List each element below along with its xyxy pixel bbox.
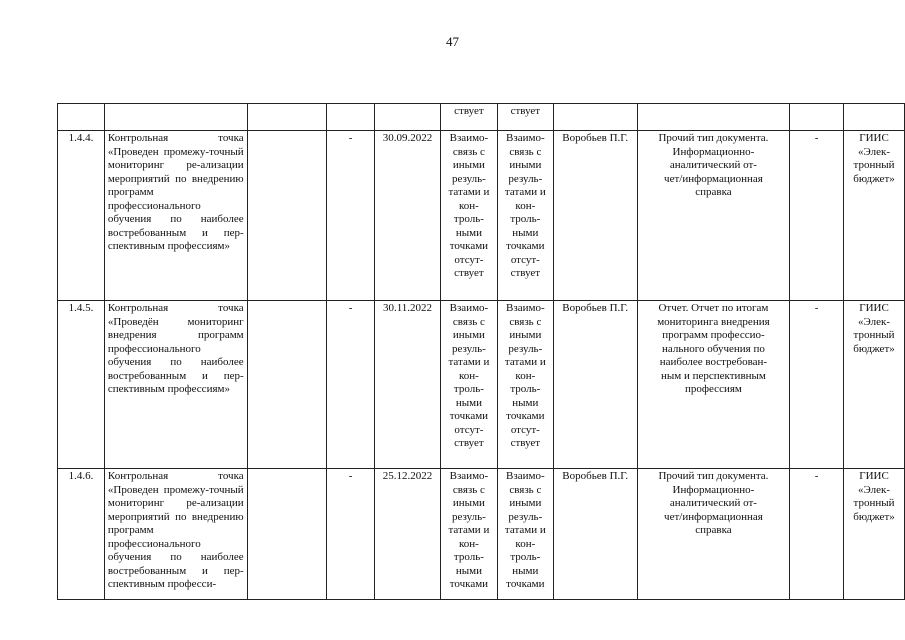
row-col3 (247, 301, 327, 469)
row-col6: Взаимо- связь с иными резуль- татами и кон- троль- ными точками (440, 469, 497, 600)
row-system: ГИИС «Элек- тронный бюджет» (844, 131, 905, 301)
row-col10: - (790, 301, 844, 469)
row-col6: Взаимо- связь с иными резуль- татами и кон- троль- ными точками отсут- ствует (440, 131, 497, 301)
cell-col7: ствует (497, 104, 553, 131)
row-doc: Прочий тип документа. Информационно- аналитический от- чет/информационная справка (637, 469, 790, 600)
row-doc: Прочий тип документа. Информационно- аналитический от- чет/информационная справка (637, 131, 790, 301)
row-col4: - (327, 469, 375, 600)
row-name: Контрольная точка «Проведен промежу-точный мониторинг ре-ализации мероприятий по внедрению программ профессионального обучения по наиболее востребованным и пер-спективным профессиям» (104, 131, 247, 301)
cell-col10 (790, 104, 844, 131)
schedule-table (57, 103, 905, 600)
row-date: 25.12.2022 (375, 469, 441, 600)
page-number: 47 (446, 34, 459, 49)
row-date: 30.11.2022 (375, 301, 441, 469)
row-name: Контрольная точка «Проведен промежу-точный мониторинг ре-ализации мероприятий по внедрению программ профессионального обучения по наиболее востребованным и пер-спективным професси- (104, 469, 247, 600)
row-date: 30.09.2022 (375, 131, 441, 301)
cell-col3 (247, 104, 327, 131)
cell-date (375, 104, 441, 131)
row-number: 1.4.6. (58, 469, 105, 600)
cell-num (58, 104, 105, 131)
row-person: Воробьев П.Г. (553, 301, 637, 469)
row-col7: Взаимо- связь с иными резуль- татами и кон- троль- ными точками (497, 469, 553, 600)
row-col10: - (790, 469, 844, 600)
row-system: ГИИС «Элек- тронный бюджет» (844, 469, 905, 600)
row-col7: Взаимо- связь с иными резуль- татами и кон- троль- ными точками отсут- ствует (497, 131, 553, 301)
row-name: Контрольная точка «Проведён мониторинг внедрения программ профессионального обучения по наиболее востребованным и пер-спективным профессиям» (104, 301, 247, 469)
row-number: 1.4.4. (58, 131, 105, 301)
cell-col6: ствует (440, 104, 497, 131)
row-col7: Взаимо- связь с иными резуль- татами и кон- троль- ными точками отсут- ствует (497, 301, 553, 469)
row-doc: Отчет. Отчет по итогам мониторинга внедрения программ профессио- нального обучения по наиболее востребован- ным и перспективным профессиям (637, 301, 790, 469)
table-row (58, 131, 905, 301)
row-col4: - (327, 301, 375, 469)
row-number: 1.4.5. (58, 301, 105, 469)
row-col3 (247, 469, 327, 600)
cell-name (104, 104, 247, 131)
row-col10: - (790, 131, 844, 301)
row-col6: Взаимо- связь с иными резуль- татами и кон- троль- ными точками отсут- ствует (440, 301, 497, 469)
cell-system (844, 104, 905, 131)
row-person: Воробьев П.Г. (553, 131, 637, 301)
row-col4: - (327, 131, 375, 301)
row-col3 (247, 131, 327, 301)
cell-doc (637, 104, 790, 131)
table-row (58, 301, 905, 469)
row-person: Воробьев П.Г. (553, 469, 637, 600)
cell-col4 (327, 104, 375, 131)
row-system: ГИИС «Элек- тронный бюджет» (844, 301, 905, 469)
table-row-continuation (58, 104, 905, 131)
table-row (58, 469, 905, 600)
cell-person (553, 104, 637, 131)
